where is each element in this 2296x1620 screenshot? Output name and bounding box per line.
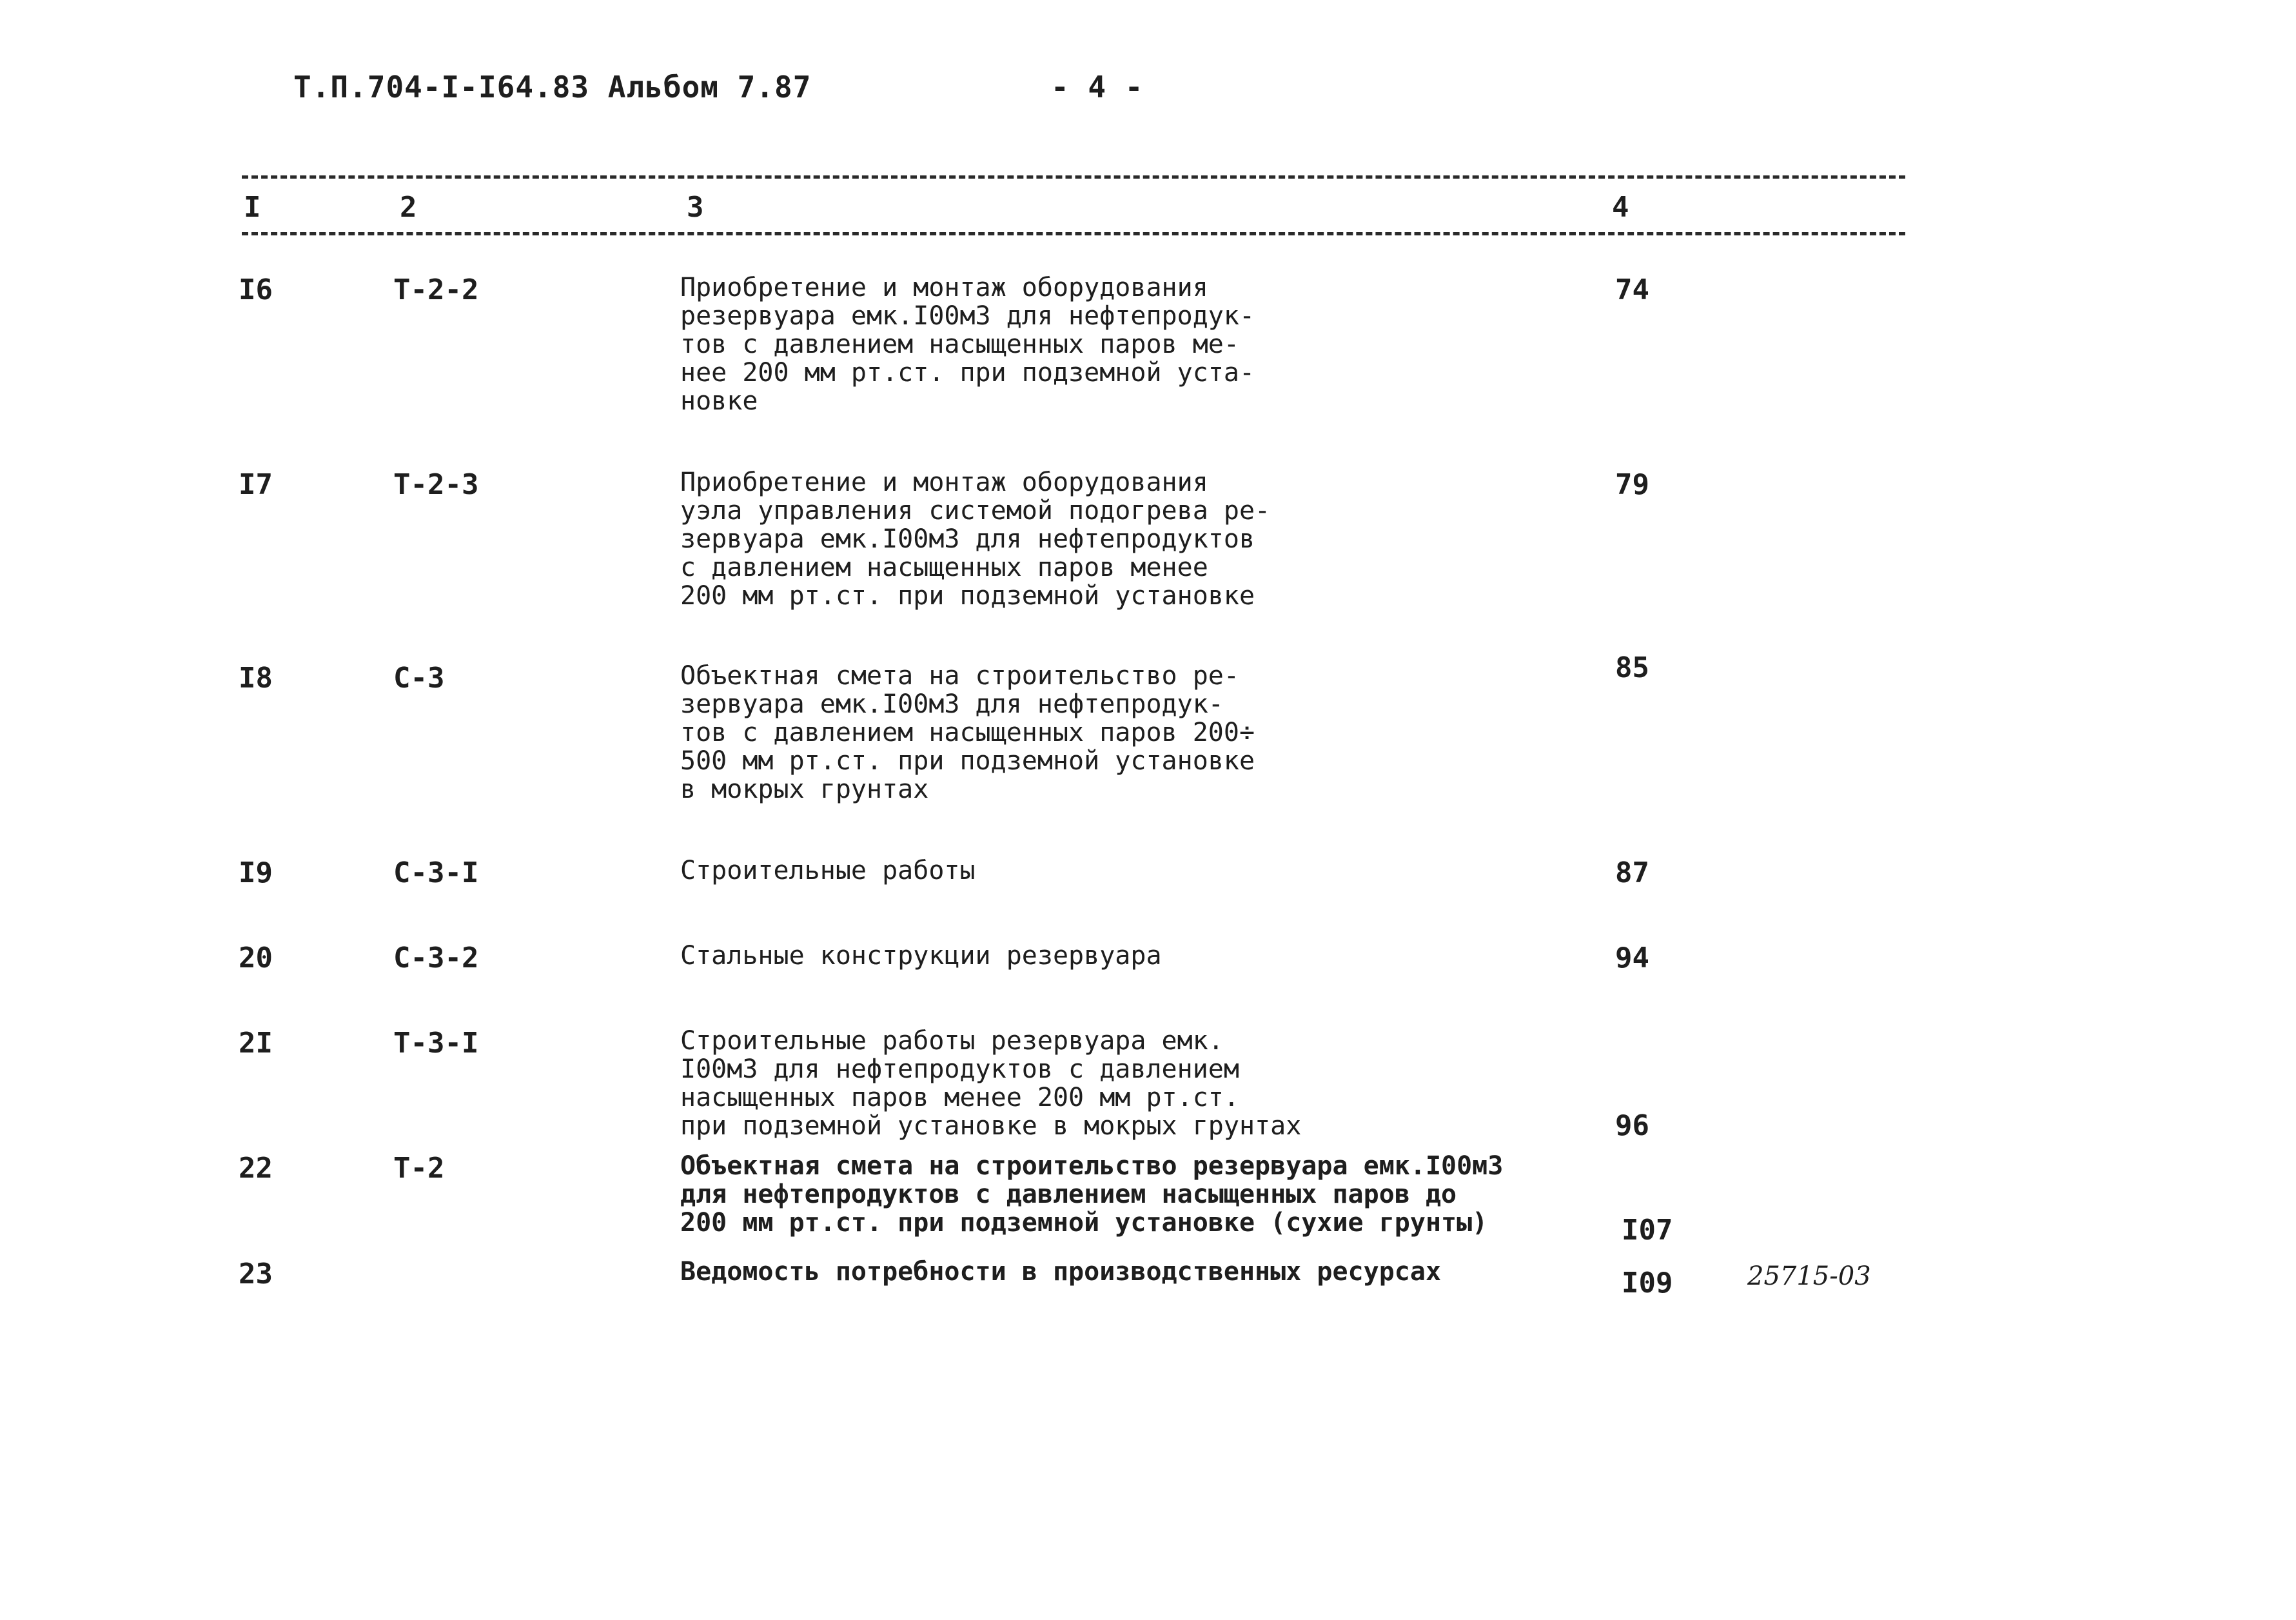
row-number: I6 — [239, 273, 273, 306]
column-header-2: 2 — [400, 191, 417, 224]
row-page: 85 — [1615, 651, 1649, 684]
row-description: Объектная смета на строительство резервуара емк.I00м3 для нефтепродуктов с давлением насыщенных паров до 200 мм рт.ст. при подземной установке (сухие грунты) — [680, 1151, 1504, 1238]
row-number: I8 — [239, 662, 273, 695]
document-code: Т.П.704-I-I64.83 Альбом 7.87 — [293, 70, 812, 104]
row-page: I09 — [1622, 1267, 1673, 1299]
row-code: С-3-2 — [393, 942, 479, 974]
row-description: Объектная смета на строительство ре- зервуара емк.I00м3 для нефтепродук- тов с давлением насыщенных паров 200÷ 500 мм рт.ст. при подземной установке в мокрых грунтах — [680, 661, 1255, 804]
row-description: Приобретение и монтаж оборудования резервуара емк.I00м3 для нефтепродук- тов с давлением насыщенных паров ме- нее 200 мм рт.ст. при подземной уста- новке — [680, 273, 1255, 416]
column-header-4: 4 — [1612, 191, 1629, 224]
row-page: 94 — [1615, 942, 1649, 974]
row-description: Строительные работы резервуара емк. I00м3 для нефтепродуктов с давлением насыщенных паров менее 200 мм рт.ст. при подземной установке в мокрых грунтах — [680, 1026, 1302, 1141]
row-code: Т-2-2 — [393, 273, 479, 306]
row-page: 79 — [1615, 468, 1649, 501]
table-header-rule — [242, 232, 1905, 235]
row-page: 96 — [1615, 1109, 1649, 1142]
page-number: - 4 - — [1051, 70, 1144, 104]
table-top-rule — [242, 175, 1905, 179]
row-code: Т-2-3 — [393, 468, 479, 501]
row-number: 23 — [239, 1258, 273, 1290]
row-description: Ведомость потребности в производственных ресурсах — [680, 1257, 1442, 1287]
row-page: 74 — [1615, 273, 1649, 306]
column-header-3: 3 — [687, 191, 704, 224]
row-number: I9 — [239, 856, 273, 889]
row-code: С-3-I — [393, 856, 479, 889]
row-number: 22 — [239, 1152, 273, 1185]
row-description: Стальные конструкции резервуара — [680, 941, 1162, 971]
row-code: С-3 — [393, 662, 445, 695]
row-description: Приобретение и монтаж оборудования уэла управления системой подогрева ре- зервуара емк.I00м3 для нефтепродуктов с давлением насыщенных паров менее 200 мм рт.ст. при подземной установке — [680, 468, 1271, 611]
row-page: 87 — [1615, 856, 1649, 889]
row-number: 20 — [239, 942, 273, 974]
row-page: I07 — [1622, 1214, 1673, 1247]
row-number: 2I — [239, 1027, 273, 1060]
row-description: Строительные работы — [680, 856, 976, 885]
column-header-1: I — [244, 191, 261, 224]
archive-stamp: 25715-03 — [1747, 1261, 1871, 1291]
row-code: Т-3-I — [393, 1027, 479, 1060]
row-code: Т-2 — [393, 1152, 445, 1185]
row-number: I7 — [239, 468, 273, 501]
